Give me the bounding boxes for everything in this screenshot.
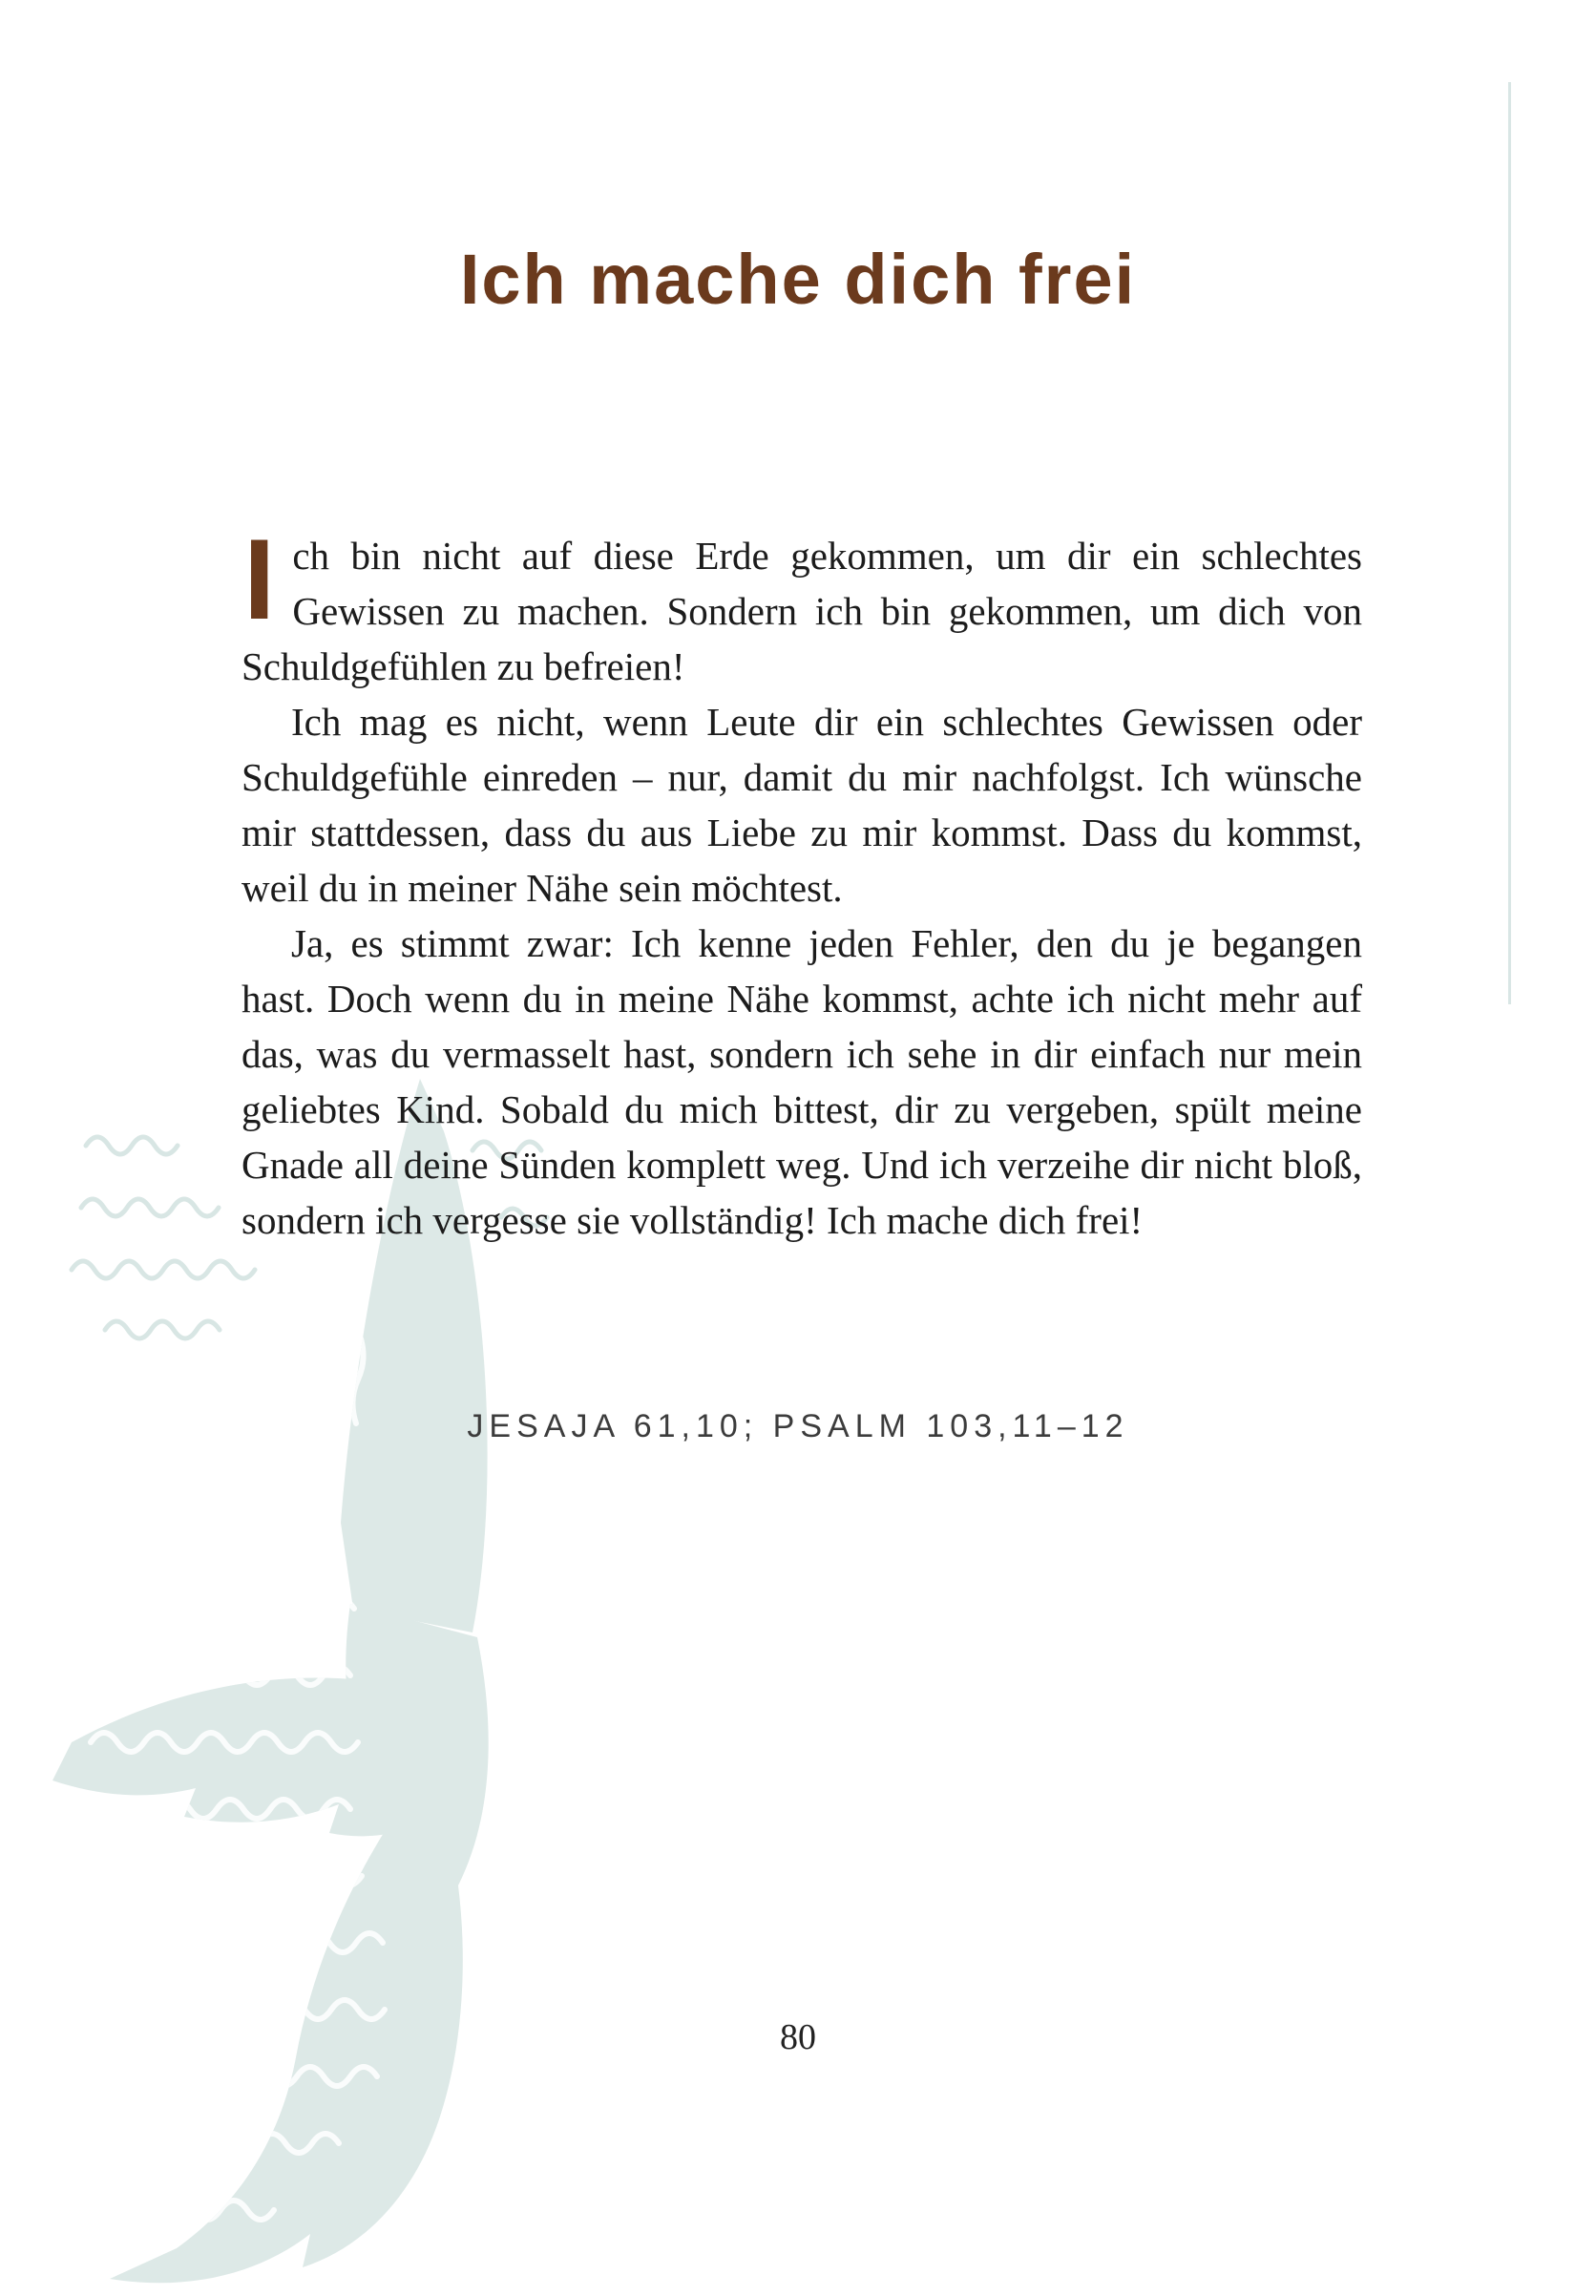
paragraph [242,516,1362,694]
paragraph: Ja, es stimmt zwar: Ich kenne jeden Fehler, den du je begangen hast. Doch wenn du in meine Nähe kommst, achte ich nicht mehr auf das, was du vermasselt hast, sondern ich sehe in dir einfach nur mein geliebtes Kind. Sobald du mich bittest, dir zu vergeben, spült meine Gnade all deine Sünden komplett weg. Und ich verzeihe dir nicht bloß, sondern ich vergesse sie vollständig! Ich mache dich frei! [242,921,1362,1242]
dove-watermark-icon [52,1074,625,2296]
page-title: Ich mache dich frei [459,240,1137,319]
dove-shape [52,1079,489,2283]
paragraph: Ich mag es nicht, wenn Leute dir ein schlechtes Gewissen oder Schuldgefühle einreden – nur, damit du mir nachfolgst. Ich wünsche mir stattdessen, dass du aus Liebe zu mir kommst. Dass du kommst, weil du in meiner Nähe sein möchtest. [242,700,1362,910]
scripture-reference: JESAJA 61,10; PSALM 103,11–12 [467,1408,1129,1444]
paragraph-text: ch bin nicht auf diese Erde gekommen, um dir ein schlechtes Gewissen zu machen. Sondern ich bin gekommen, um dich von Schuldgefühlen zu befreien! [242,534,1362,688]
page-number: 80 [780,2017,816,2057]
dropcap-letter: I [243,516,276,643]
body-text [242,516,1362,1248]
